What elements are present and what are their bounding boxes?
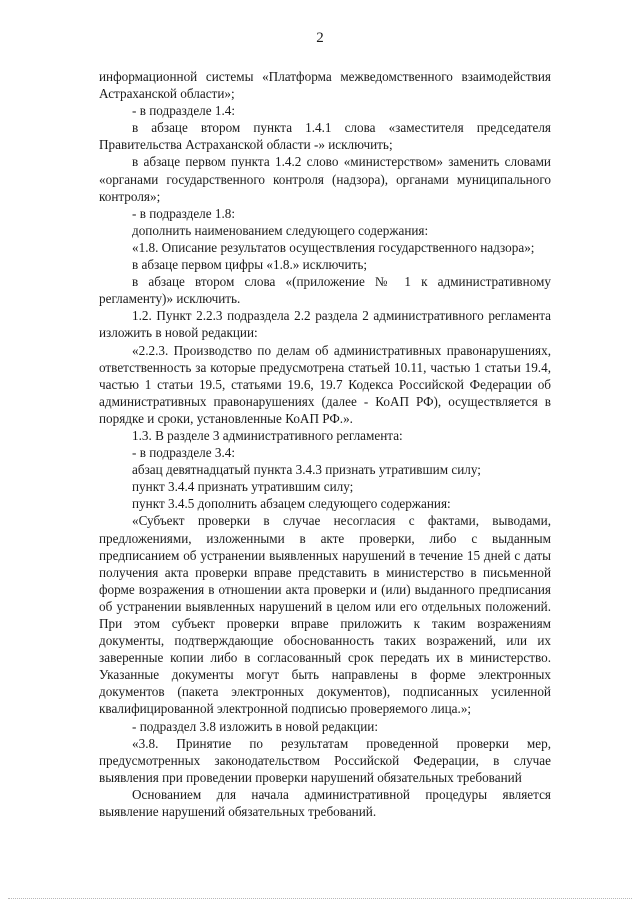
paragraph: абзац девятнадцатый пункта 3.4.3 признать утратившим силу; bbox=[132, 462, 481, 478]
paragraph: в абзаце втором пункта 1.4.1 слова «заместителя председателя Правительства Астраханской области -» исключить; bbox=[99, 120, 551, 153]
paragraph: «Субъект проверки в случае несогласия с фактами, выводами, предложениями, изложенными в акте проверки, либо с выданным предписанием об устранении выявленных нарушений в течение 15 дней с даты получения акта проверки вправе представить в министерство в письменной форме возражения в отношении акта проверки и (или) выданного предписания об устранении выявленных нарушений в целом или его отдельных положений. При этом субъект проверки вправе приложить к таким возражениям документы, подтверждающие обоснованность таких возражений, или их заверенные копии либо в согласованный срок передать их в министерство. Указанные документы могут быть направлены в форме электронных документов (пакета электронных документов), подписанных усиленной квалифицированной электронной подписью проверяемого лица.»; bbox=[99, 513, 551, 717]
paragraph: информационной системы «Платформа межведомственного взаимодействия Астраханской области»; bbox=[99, 69, 551, 102]
paragraph: в абзаце первом цифры «1.8.» исключить; bbox=[132, 257, 368, 273]
paragraph: в абзаце втором слова «(приложение № 1 к административному регламенту)» исключить. bbox=[99, 274, 551, 307]
paragraph: - в подразделе 1.4: bbox=[132, 103, 236, 119]
paragraph: «2.2.3. Производство по делам об административных правонарушениях, ответственность за которые предусмотрена статьей 10.11, частью 1 статьи 19.4, частью 1 статьи 19.5, статьями 19.6, 19.7 Кодекса Российской Федерации об административных правонарушениях (далее - КоАП РФ), осуществляется в порядке и сроки, установленные КоАП РФ.». bbox=[99, 342, 551, 426]
paragraph: - подраздел 3.8 изложить в новой редакции: bbox=[132, 718, 379, 734]
paragraph: - в подразделе 3.4: bbox=[132, 445, 236, 461]
paragraph: 1.2. Пункт 2.2.3 подраздела 2.2 раздела 2 административного регламента изложить в новой редакции: bbox=[99, 308, 551, 341]
paragraph: пункт 3.4.5 дополнить абзацем следующего содержания: bbox=[132, 496, 451, 512]
paragraph: «1.8. Описание результатов осуществления государственного надзора»; bbox=[132, 239, 535, 255]
paragraph: - в подразделе 1.8: bbox=[132, 205, 236, 221]
paragraph: 1.3. В разделе 3 административного регламента: bbox=[132, 427, 403, 443]
paragraph: Основанием для начала административной процедуры является выявление нарушений обязательных требований. bbox=[99, 786, 551, 820]
paragraph: дополнить наименованием следующего содержания: bbox=[132, 222, 429, 238]
paragraph: пункт 3.4.4 признать утратившим силу; bbox=[132, 479, 354, 495]
paragraph: в абзаце первом пункта 1.4.2 слово «министерством» заменить словами «органами государственного контроля (надзора), органами муниципального контроля»; bbox=[99, 154, 551, 204]
paragraph: «3.8. Принятие по результатам проведенной проверки мер, предусмотренных законодательством Российской Федерации, в случае выявления при проведении проверки нарушений обязательных требований bbox=[99, 735, 551, 785]
document-body bbox=[99, 68, 551, 820]
page-number: 2 bbox=[316, 30, 324, 46]
scan-edge-divider bbox=[8, 898, 632, 899]
